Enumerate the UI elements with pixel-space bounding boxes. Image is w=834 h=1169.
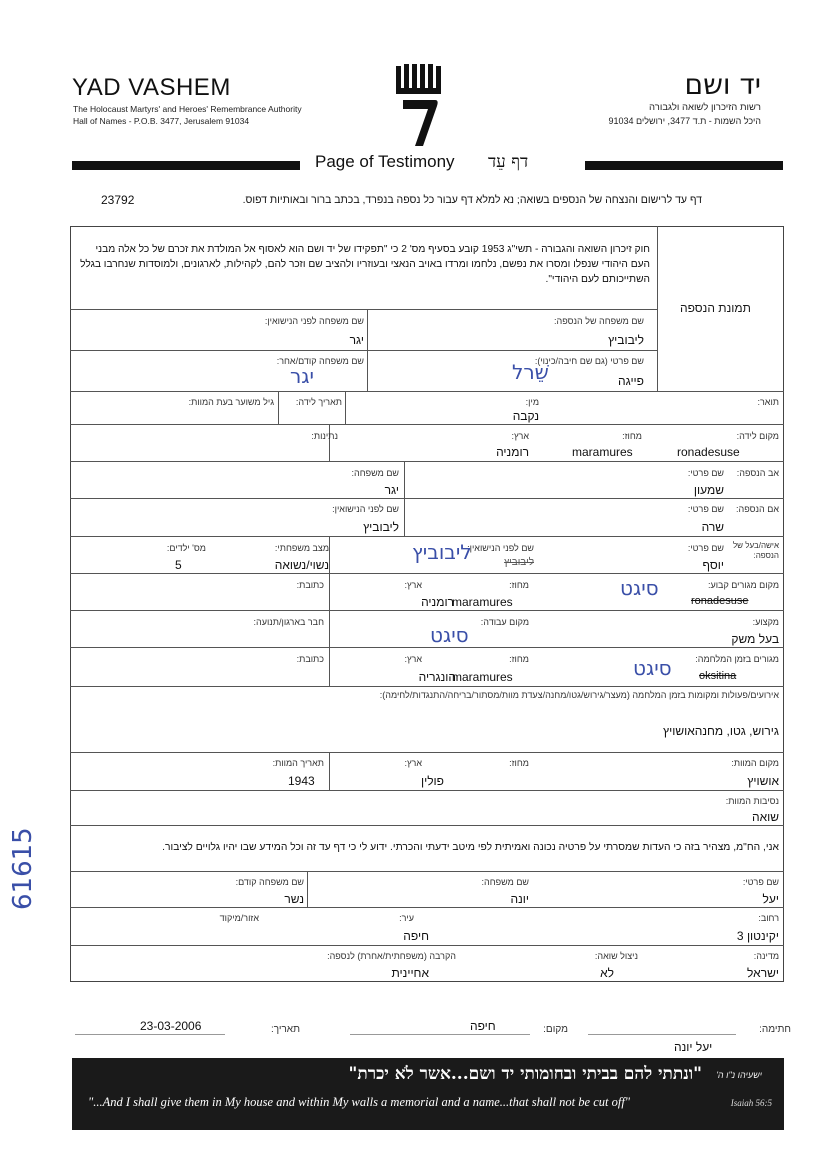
- birth-country-label: ארץ:: [511, 431, 529, 441]
- children-label: מס' ילדים:: [166, 543, 206, 553]
- title-en: Page of Testimony: [315, 152, 455, 171]
- wartime-value[interactable]: oksitina: [699, 670, 737, 682]
- col-line: [329, 536, 330, 573]
- victim-surname[interactable]: ליבוביץ: [608, 333, 644, 347]
- witness-relation-label: הקרבה (משפחתית/אחרת) לנספה:: [327, 951, 456, 961]
- place-line: [350, 1034, 530, 1035]
- col-line: [329, 610, 330, 647]
- member-label: חבר בארגון/תנועה:: [253, 617, 324, 627]
- row-line: [70, 790, 784, 791]
- death-date[interactable]: 1943: [288, 774, 315, 788]
- margin-note: 61615: [8, 827, 38, 910]
- death-district-label: מחוז:: [509, 758, 529, 768]
- row-line: [70, 391, 784, 392]
- title-bar-left: [72, 161, 300, 170]
- witness-first-label: שם פרטי:: [742, 877, 779, 887]
- death-circ-label: נסיבות המוות:: [725, 796, 779, 806]
- serial-number: 23792: [101, 193, 135, 207]
- date-line: [75, 1034, 225, 1035]
- profession-value[interactable]: בעל משק: [731, 632, 779, 646]
- col-line: [404, 498, 405, 536]
- wartime-district[interactable]: maramures: [452, 670, 513, 684]
- org-name-en: YAD VASHEM: [72, 74, 231, 101]
- victim-first-handwritten: שֵׁרל: [512, 360, 549, 384]
- col-line: [307, 871, 308, 907]
- spouse-first-label: שם פרטי:: [687, 543, 724, 553]
- death-country-label: ארץ:: [404, 758, 422, 768]
- instructions: דף עד לרישום והנצחה של הנספים בשואה; נא למלא דף עבור כל נספה בנפרד, בכתב ברור ובאותיות דפוס.: [242, 194, 702, 206]
- signature-label: חתימה:: [759, 1024, 791, 1035]
- col-line: [329, 573, 330, 610]
- row-line: [70, 309, 657, 310]
- residence-value[interactable]: ronadesuse: [691, 595, 749, 607]
- row-line: [70, 536, 784, 537]
- father-surname[interactable]: יגר: [384, 483, 399, 497]
- father-surname-label: שם משפחה:: [351, 468, 399, 478]
- wartime-district-label: מחוז:: [509, 654, 529, 664]
- row-line: [70, 498, 784, 499]
- workplace-handwritten: סיגט: [430, 623, 469, 647]
- yad-vashem-logo: [393, 64, 445, 150]
- row-line: [70, 686, 784, 687]
- residence-country-label: ארץ:: [404, 580, 422, 590]
- footer-quote-he: "ונתתי להם בביתי ובחומותי יד ושם...אשר לֹא יכרת": [348, 1064, 702, 1084]
- col-line: [329, 752, 330, 790]
- residence-district-label: מחוז:: [509, 580, 529, 590]
- sig-date-label: תאריך:: [270, 1024, 300, 1035]
- witness-relation[interactable]: אחיינית: [391, 966, 429, 980]
- marital-status[interactable]: נשוי/נשואה: [274, 558, 329, 572]
- spouse-maiden-struck: ליבוביץ: [504, 557, 534, 568]
- birthdate-label: תאריך לידה:: [295, 397, 342, 407]
- workplace-label: מקום עבודה:: [480, 617, 529, 627]
- row-line: [70, 907, 784, 908]
- marital-status-label: מצב משפחתי:: [274, 543, 329, 553]
- row-line: [70, 461, 784, 462]
- death-country[interactable]: פולין: [420, 774, 444, 788]
- law-text: חוק זיכרון השואה והגבורה - תשי"ג 1953 קובע בסעיף מס' 2 כי "תפקידו של יד ושם הוא לאסוף אל המולדת את זכרם של כל אלה מבני העם היהודי שנפלו ומסרו את נפשם, נלחמו ומרדו באויב הנאצי ובעוזריו ולהציב שם וזכר להם, לקהילות, לארגונים, ולמוסדות שנחרבו בגלל השתייכותם לעם היהודי".: [80, 244, 650, 285]
- death-circ[interactable]: שואה: [751, 810, 779, 824]
- spouse-first[interactable]: יוסף: [702, 558, 724, 572]
- nationality-label: נתינות:: [311, 431, 338, 441]
- father-label: אב הנספה:: [736, 468, 779, 478]
- row-line: [70, 945, 784, 946]
- birth-country[interactable]: רומניה: [496, 445, 529, 459]
- org-name-he: יד ושם: [684, 68, 761, 101]
- witness-country[interactable]: ישראל: [747, 966, 779, 980]
- father-first-label: שם פרטי:: [687, 468, 724, 478]
- footer-quote-en: "...And I shall give them in My house and within My walls a memorial and a name...that shall not be cut off": [88, 1095, 631, 1109]
- sig-date[interactable]: 23-03-2006: [140, 1019, 202, 1033]
- gender-label: מין:: [525, 397, 539, 407]
- spouse-maiden-label: שם לפני הנישואין:: [467, 543, 534, 553]
- witness-street-label: רחוב:: [758, 913, 779, 923]
- death-place-label: מקום המוות:: [731, 758, 779, 768]
- col-line: [329, 647, 330, 686]
- footer-ref-he: ישעיהו נ"ו ה': [716, 1070, 762, 1080]
- victim-surname-label: שם משפחה של הנספה:: [553, 316, 644, 326]
- org-address-he: היכל השמות - ת.ד 3477, ירושלים 91034: [608, 116, 761, 126]
- birthplace-value[interactable]: ronadesuse: [677, 445, 740, 459]
- row-line: [70, 573, 784, 574]
- death-place[interactable]: אושויץ: [747, 774, 779, 788]
- mother-first[interactable]: שרה: [701, 520, 724, 534]
- sig-place[interactable]: חיפה: [470, 1019, 496, 1033]
- residence-address-label: כתובת:: [296, 580, 324, 590]
- victim-first-label: שם פרטי (גם שם חיבה/כינוי):: [534, 356, 644, 366]
- col-line: [345, 391, 346, 424]
- witness-street[interactable]: יקינטון 3: [736, 929, 779, 943]
- wartime-address-label: כתובת:: [296, 654, 324, 664]
- witness-surname[interactable]: יונה: [510, 892, 529, 906]
- col-line: [329, 424, 330, 461]
- row-line: [70, 752, 784, 753]
- residence-country[interactable]: רומניה: [421, 595, 454, 609]
- col-line: [278, 391, 279, 424]
- mother-first-label: שם פרטי:: [687, 504, 724, 514]
- gender-value[interactable]: נקבה: [512, 409, 539, 423]
- col-line: [404, 461, 405, 498]
- col-line: [367, 309, 368, 391]
- title-he: דף עֵד: [488, 152, 529, 172]
- profession-label: מקצוע:: [752, 617, 779, 627]
- witness-survivor[interactable]: לא: [600, 966, 614, 980]
- wartime-country[interactable]: הונגריה: [418, 670, 456, 684]
- events-label: אירועים/פעולות ומקומות בזמן המלחמה (מעצר/גירוש/גטו/מחנה/צעדת מוות/מסתור/בריחה/התנגדות/לחימה):: [379, 690, 779, 700]
- mother-maiden-label: שם לפני הנישואין:: [332, 504, 399, 514]
- photo-label: תמונת הנספה: [680, 301, 751, 315]
- witness-surname-label: שם משפחה:: [481, 877, 529, 887]
- photo-divider: [657, 226, 658, 391]
- row-line: [70, 424, 784, 425]
- spouse-label: אישה/בעל של הנספה:: [732, 541, 779, 560]
- wartime-country-label: ארץ:: [404, 654, 422, 664]
- row-line: [70, 610, 784, 611]
- victim-maiden[interactable]: יגר: [349, 333, 364, 347]
- birth-district[interactable]: maramures: [572, 445, 633, 459]
- org-address-en: Hall of Names - P.O.B. 3477, Jerusalem 91034: [73, 116, 250, 126]
- title-bar-right: [585, 161, 783, 170]
- victim-maiden-label: שם משפחה לפני הנישואין:: [264, 316, 364, 326]
- death-date-label: תאריך המוות:: [272, 758, 324, 768]
- birthplace-label: מקום לידה:: [736, 431, 779, 441]
- row-line: [70, 350, 657, 351]
- age-label: גיל משוער בעת המוות:: [188, 397, 274, 407]
- witness-prev-label: שם משפחה קודם:: [235, 877, 304, 887]
- witness-zip-label: אזור/מיקוד: [219, 913, 259, 923]
- birth-district-label: מחוז:: [622, 431, 642, 441]
- sig-place-label: מקום:: [543, 1024, 568, 1035]
- org-subtitle-he: רשות הזיכרון לשואה ולגבורה: [649, 102, 761, 113]
- children-count[interactable]: 5: [175, 558, 182, 572]
- declaration: אני, הח"מ, מצהיר בזה כי העדות שמסרתי על פרטיה נכונה ואמיתית לפי מיטב ידעתי והכרתי. ידוע לי כי דף עד זה וכל המידע שבו יהיו גלויים לציבור.: [162, 842, 779, 853]
- row-line: [70, 825, 784, 826]
- events-value[interactable]: גירוש, גטו, מחנהאושויץ: [663, 724, 779, 738]
- wartime-label: מגורים בזמן המלחמה:: [695, 654, 779, 664]
- row-line: [70, 647, 784, 648]
- footer-banner: [72, 1058, 784, 1130]
- wartime-handwritten: סיגט: [633, 656, 672, 680]
- mother-maiden[interactable]: ליבוביץ: [363, 520, 399, 534]
- witness-country-label: מדינה:: [753, 951, 779, 961]
- row-line: [70, 871, 784, 872]
- witness-city-label: עיר:: [399, 913, 414, 923]
- residence-handwritten: סיגט: [620, 576, 659, 600]
- residence-label: מקום מגורים קבוע:: [707, 580, 779, 590]
- footer-ref-en: Isaiah 56:5: [730, 1098, 772, 1108]
- victim-first[interactable]: פייגה: [618, 374, 644, 388]
- mother-label: אם הנספה:: [736, 504, 779, 514]
- victim-prev-handwritten: יגר: [290, 364, 315, 388]
- witness-survivor-label: ניצול שואה:: [594, 951, 638, 961]
- residence-district[interactable]: maramures: [452, 595, 513, 609]
- signer-name[interactable]: יעל יונה: [674, 1040, 713, 1054]
- signature-line: [588, 1034, 736, 1035]
- spouse-maiden-handwritten: ליבוביץ: [412, 540, 472, 564]
- victim-prev-label: שם משפחה קודם/אחר:: [276, 356, 364, 366]
- title-label: תואר:: [757, 397, 779, 407]
- father-first[interactable]: שמעון: [693, 483, 724, 497]
- witness-city[interactable]: חיפה: [403, 929, 429, 943]
- org-subtitle-en: The Holocaust Martyrs' and Heroes' Remembrance Authority: [73, 104, 302, 114]
- witness-first[interactable]: יעל: [762, 892, 779, 906]
- witness-prev[interactable]: נשר: [284, 892, 304, 906]
